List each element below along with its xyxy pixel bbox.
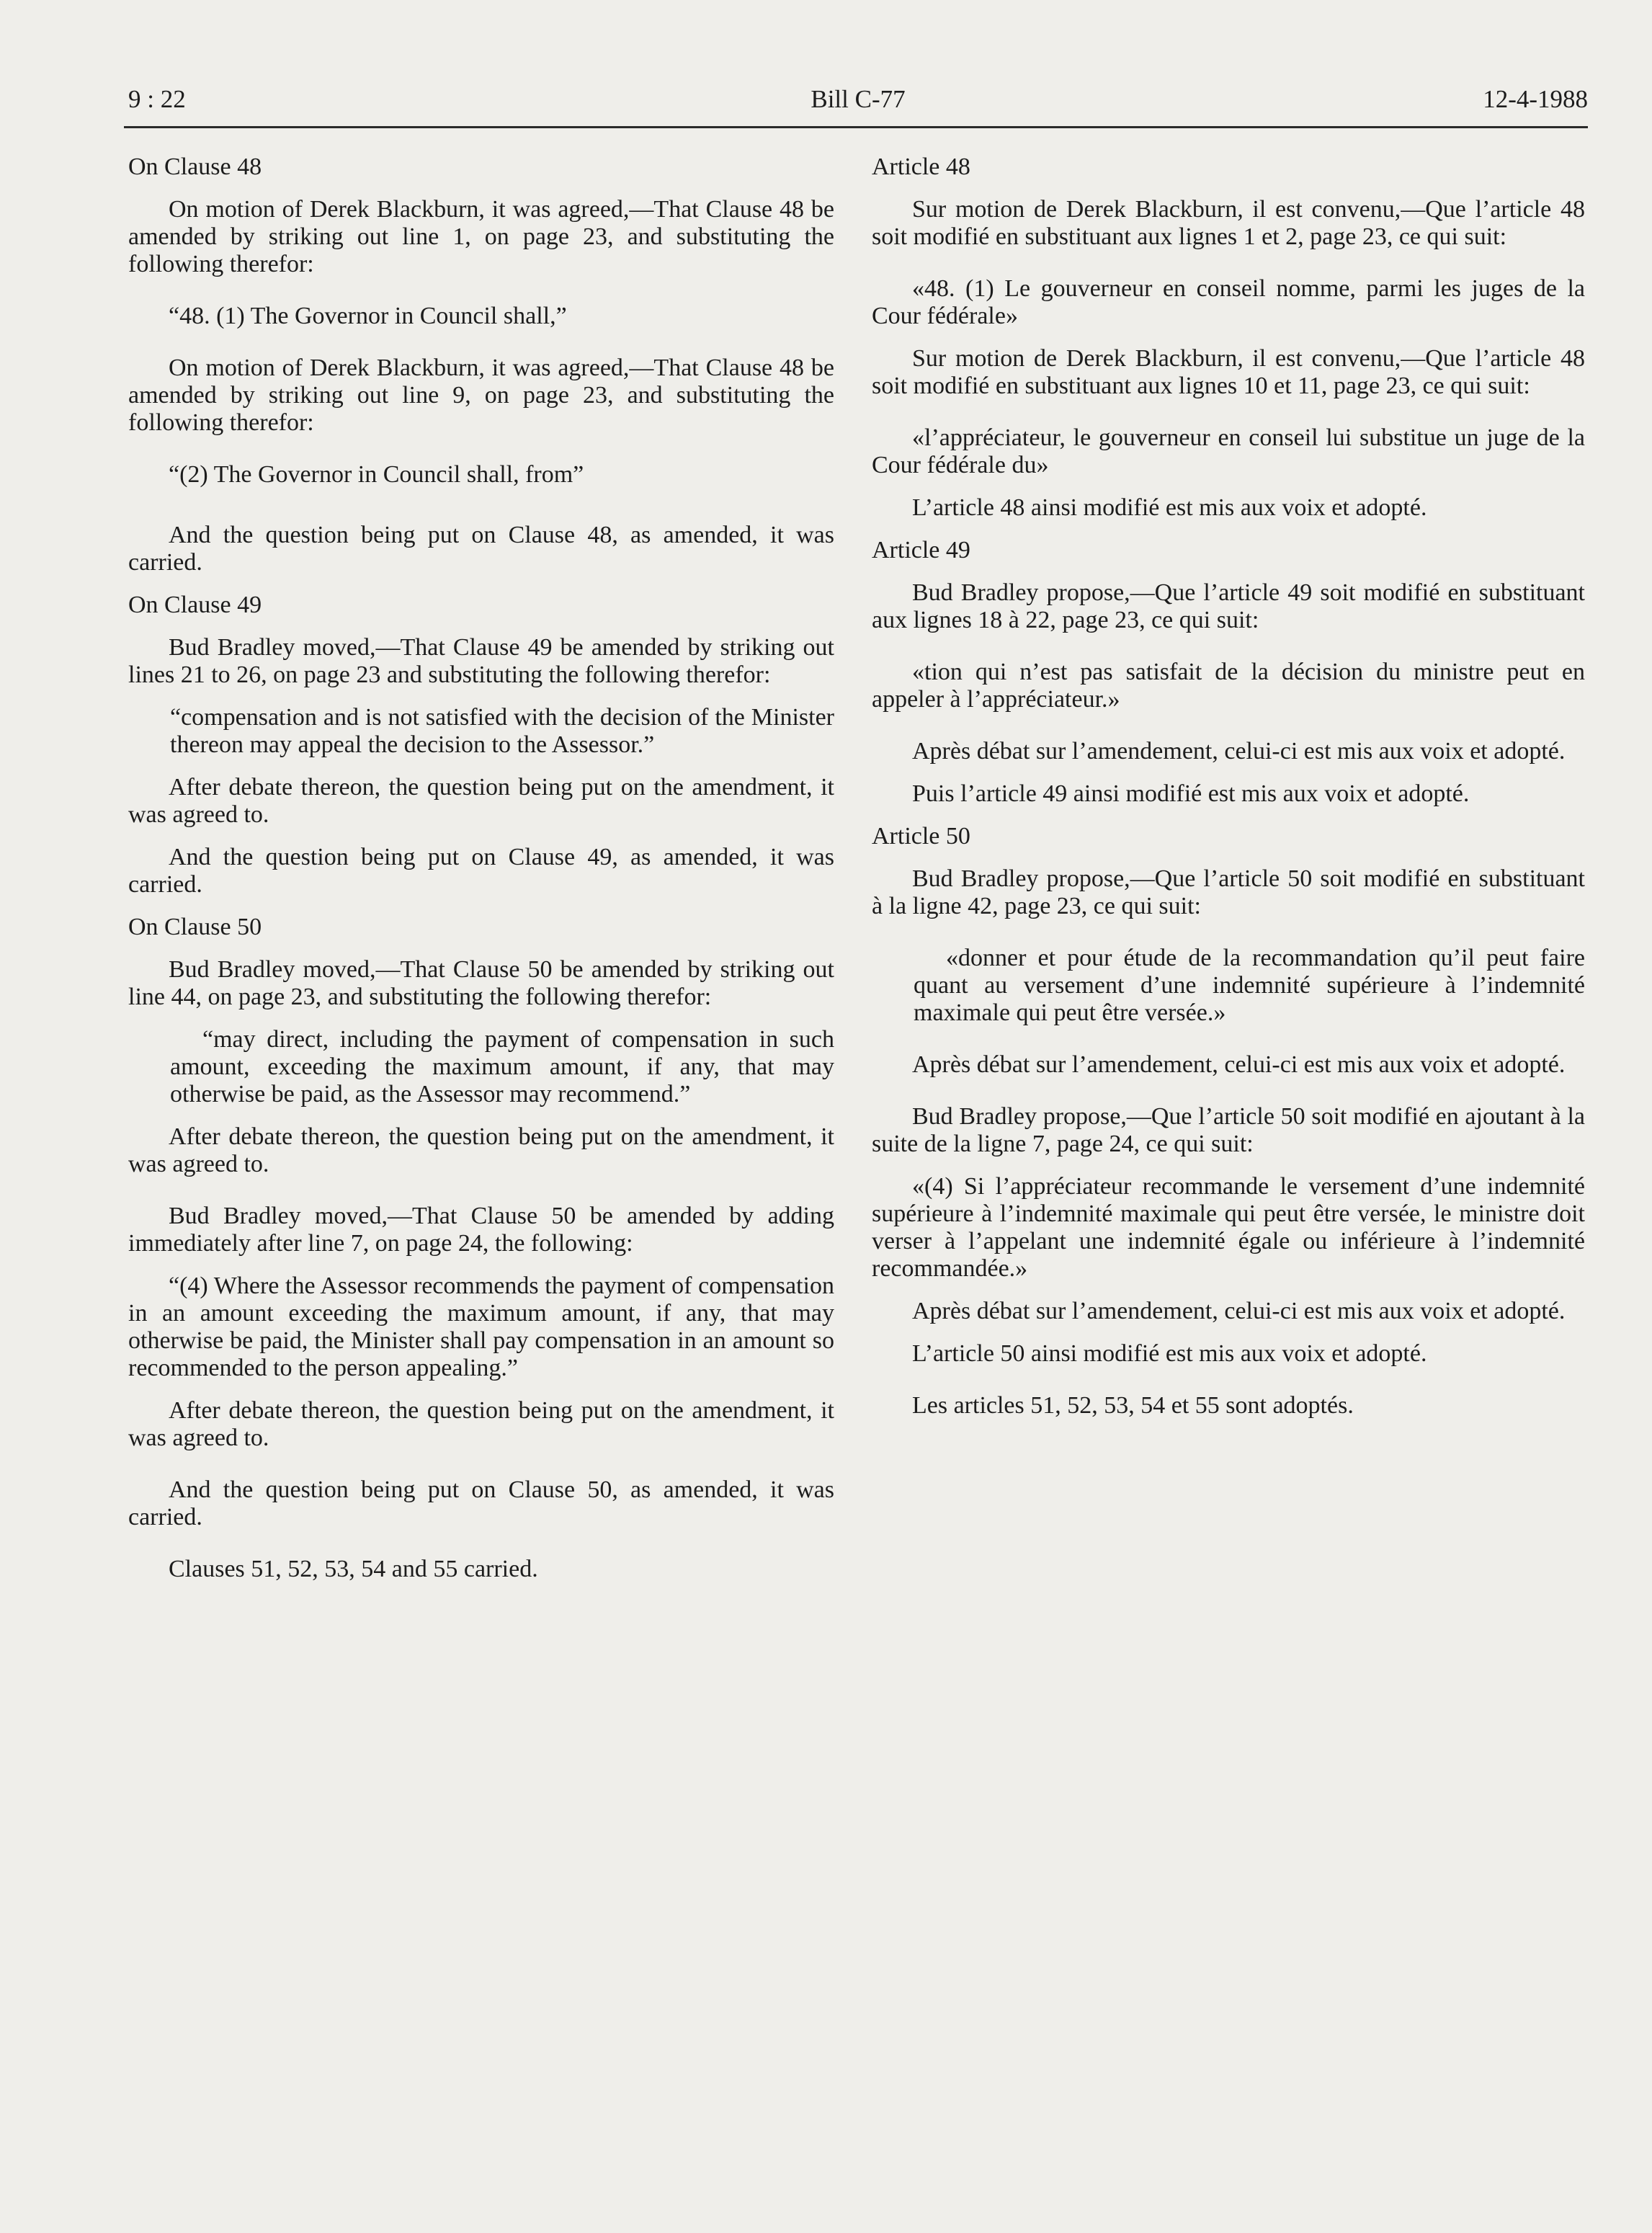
- english-column: [128, 153, 834, 1598]
- clause-48-heading: On Clause 48: [128, 153, 262, 180]
- clause-49-carried: And the question being put on Clause 49, as amended, it was carried.: [128, 844, 834, 898]
- article-48-heading: Article 48: [872, 153, 970, 180]
- article-49-amendment: «tion qui n’est pas satisfait de la décision du ministre peut en appeler à l’appréciateur.»: [872, 659, 1585, 713]
- clause-50-heading: On Clause 50: [128, 914, 262, 940]
- clause-50-motion-2: Bud Bradley moved,—That Clause 50 be amended by adding immediately after line 7, on page 24, the following:: [128, 1203, 834, 1257]
- article-50-adopted: L’article 50 ainsi modifié est mis aux voix et adopté.: [912, 1340, 1427, 1367]
- article-50-debate-2: Après débat sur l’amendement, celui-ci est mis aux voix et adopté.: [912, 1298, 1566, 1324]
- article-48-motion-2: Sur motion de Derek Blackburn, il est convenu,—Que l’article 48 soit modifié en substituant aux lignes 10 et 11, page 23, ce qui suit:: [872, 345, 1585, 399]
- french-column: [872, 153, 1585, 1435]
- article-50-heading: Article 50: [872, 823, 970, 850]
- clause-49-amendment: “compensation and is not satisfied with the decision of the Minister thereon may appeal the decision to the Assessor.”: [170, 704, 834, 758]
- article-48-motion-1: Sur motion de Derek Blackburn, il est convenu,—Que l’article 48 soit modifié en substituant aux lignes 1 et 2, page 23, ce qui suit:: [872, 196, 1585, 250]
- article-48-adopted: L’article 48 ainsi modifié est mis aux voix et adopté.: [912, 494, 1427, 521]
- article-50-amendment-1: «donner et pour étude de la recommandation qu’il peut faire quant au versement d’une indemnité supérieure à l’indemnité maximale qui peut être versée.»: [914, 945, 1585, 1026]
- clauses-51-55-carried: Clauses 51, 52, 53, 54 and 55 carried.: [169, 1556, 538, 1582]
- clause-49-debate: After debate thereon, the question being put on the amendment, it was agreed to.: [128, 774, 834, 828]
- clause-48-amendment-1: “48. (1) The Governor in Council shall,”: [169, 303, 567, 329]
- clause-48-motion-2: On motion of Derek Blackburn, it was agreed,—That Clause 48 be amended by striking out line 9, on page 23, and substituting the following therefor:: [128, 355, 834, 436]
- article-50-motion-1: Bud Bradley propose,—Que l’article 50 soit modifié en substituant à la ligne 42, page 23, ce qui suit:: [872, 865, 1585, 919]
- clause-50-amendment-2: “(4) Where the Assessor recommends the payment of compensation in an amount exceeding the maximum amount, if any, that may otherwise be paid, the Minister shall pay compensation in an amount so recommended to the person appealing.”: [128, 1273, 834, 1381]
- bill-title: Bill C-77: [811, 85, 906, 113]
- clause-48-amendment-2: “(2) The Governor in Council shall, from”: [169, 461, 584, 488]
- header-rule: [124, 126, 1588, 128]
- clause-48-motion-1: On motion of Derek Blackburn, it was agreed,—That Clause 48 be amended by striking out line 1, on page 23, and substituting the following therefor:: [128, 196, 834, 277]
- clause-50-debate-1: After debate thereon, the question being put on the amendment, it was agreed to.: [128, 1123, 834, 1177]
- clause-50-amendment-1: “may direct, including the payment of compensation in such amount, exceeding the maximum amount, if any, that may otherwise be paid, as the Assessor may recommend.”: [170, 1026, 834, 1107]
- articles-51-55-adopted: Les articles 51, 52, 53, 54 et 55 sont adoptés.: [912, 1392, 1354, 1419]
- article-49-heading: Article 49: [872, 537, 970, 563]
- article-49-motion: Bud Bradley propose,—Que l’article 49 soit modifié en substituant aux lignes 18 à 22, page 23, ce qui suit:: [872, 579, 1585, 633]
- clause-50-motion-1: Bud Bradley moved,—That Clause 50 be amended by striking out line 44, on page 23, and substituting the following therefor:: [128, 956, 834, 1010]
- clause-50-carried: And the question being put on Clause 50, as amended, it was carried.: [128, 1476, 834, 1530]
- clause-49-heading: On Clause 49: [128, 592, 262, 618]
- clause-48-carried: And the question being put on Clause 48, as amended, it was carried.: [128, 522, 834, 576]
- clause-50-debate-2: After debate thereon, the question being put on the amendment, it was agreed to.: [128, 1397, 834, 1451]
- article-49-adopted: Puis l’article 49 ainsi modifié est mis aux voix et adopté.: [912, 780, 1470, 807]
- page-header: [128, 85, 1588, 128]
- article-49-debate: Après débat sur l’amendement, celui-ci est mis aux voix et adopté.: [912, 738, 1566, 765]
- article-48-amendment-2: «l’appréciateur, le gouverneur en conseil lui substitue un juge de la Cour fédérale du»: [872, 424, 1585, 478]
- header-date: 12-4-1988: [1483, 85, 1588, 113]
- article-50-amendment-2: «(4) Si l’appréciateur recommande le versement d’une indemnité supérieure à l’indemnité maximale qui peut être versée, le ministre doit verser à l’appelant une indemnité égale ou inférieure à l’indemnité recommandée.»: [872, 1173, 1585, 1282]
- clause-49-motion: Bud Bradley moved,—That Clause 49 be amended by striking out lines 21 to 26, on page 23 and substituting the following therefor:: [128, 634, 834, 688]
- article-50-debate-1: Après débat sur l’amendement, celui-ci est mis aux voix et adopté.: [912, 1051, 1566, 1078]
- article-50-motion-2: Bud Bradley propose,—Que l’article 50 soit modifié en ajoutant à la suite de la ligne 7, page 24, ce qui suit:: [872, 1103, 1585, 1157]
- page-number: 9 : 22: [128, 85, 186, 113]
- article-48-amendment-1: «48. (1) Le gouverneur en conseil nomme, parmi les juges de la Cour fédérale»: [872, 275, 1585, 329]
